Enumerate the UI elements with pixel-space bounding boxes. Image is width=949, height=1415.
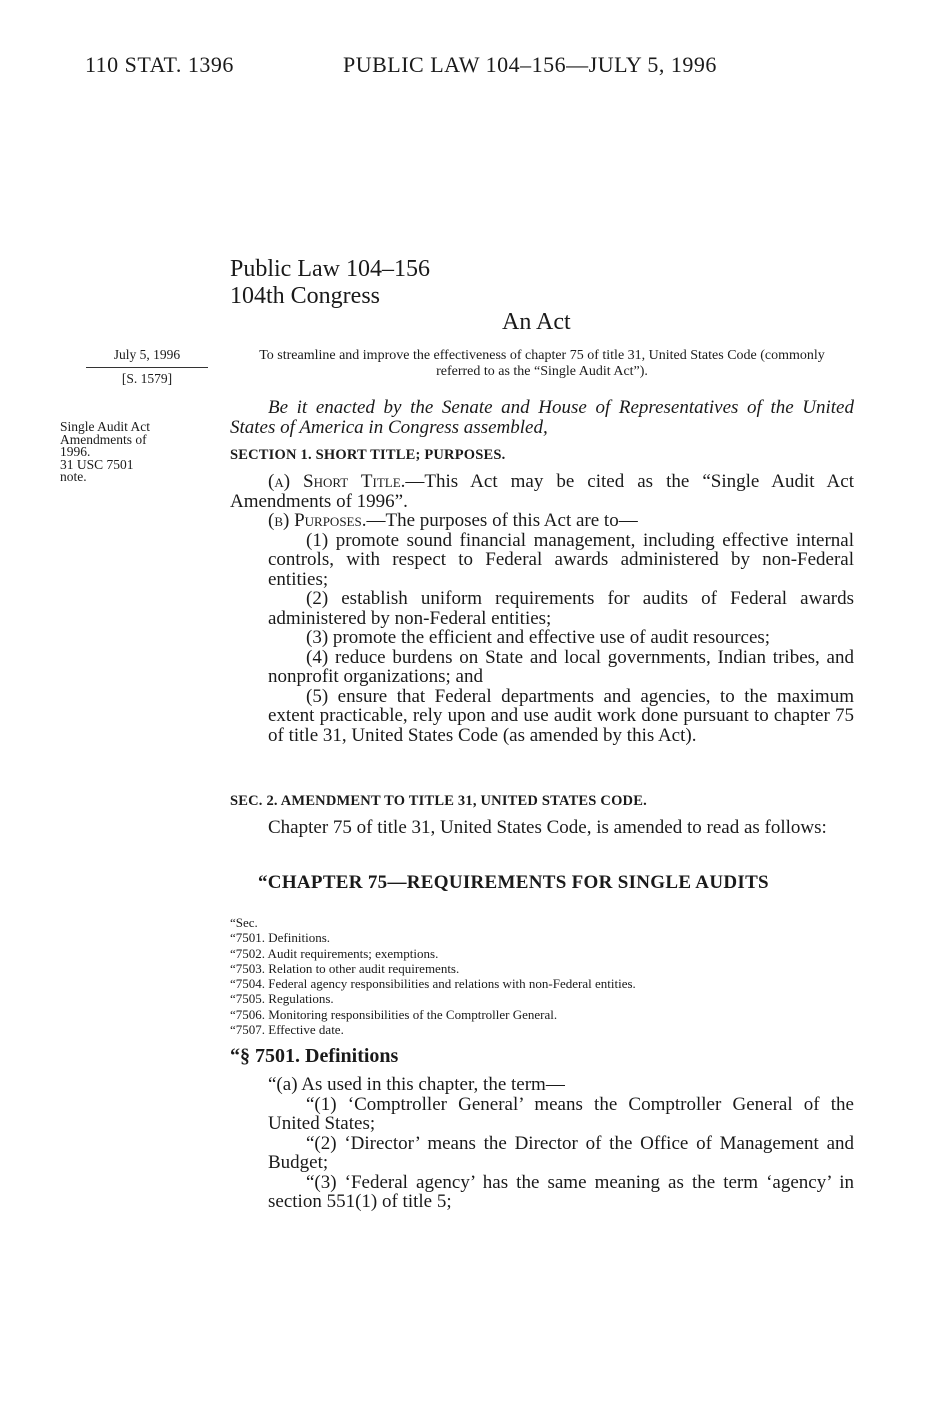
- toc-entry: “7504. Federal agency responsibilities and relations with non-Federal entities.: [230, 976, 636, 992]
- page-stat-number: 110 STAT. 1396: [85, 52, 234, 77]
- section-7501-body: [230, 1075, 854, 1212]
- section1-heading: SECTION 1. SHORT TITLE; PURPOSES.: [230, 447, 506, 463]
- toc-entry: “7506. Monitoring responsibilities of the Comptroller General.: [230, 1006, 558, 1022]
- purposes-label: (b) Purposes.: [268, 510, 367, 531]
- chapter-table-of-sections: [230, 915, 636, 1037]
- margin-note-line: Amendments of: [60, 431, 147, 447]
- act-purpose: To streamline and improve the effectiveness of chapter 75 of title 31, United States Code (commonly referred to as the “Single Audit Act”).: [259, 348, 825, 379]
- toc-entry: “7502. Audit requirements; exemptions.: [230, 945, 439, 961]
- margin-note-line: 31 USC 7501: [60, 456, 134, 472]
- toc-entry: “7503. Relation to other audit requirements.: [230, 960, 460, 976]
- public-law-number: Public Law 104–156: [230, 256, 430, 282]
- margin-note-line: 1996.: [60, 444, 91, 460]
- congress-number: 104th Congress: [230, 283, 380, 309]
- enacting-clause-block: [230, 398, 854, 437]
- section1-body: [230, 472, 854, 745]
- purpose-item: (3) promote the efficient and effective use of audit resources;: [306, 627, 771, 648]
- toc-entry: “7505. Regulations.: [230, 991, 334, 1007]
- law-title-block: [230, 256, 430, 310]
- definition-item: “(1) ‘Comptroller General’ means the Comptroller General of the United States;: [268, 1093, 854, 1134]
- definition-item: “(2) ‘Director’ means the Director of the Office of Management and Budget;: [268, 1132, 854, 1173]
- enacting-clause: Be it enacted by the Senate and House of Representatives of the United States of America in Congress assembled,: [230, 397, 854, 438]
- chapter-heading: “CHAPTER 75—REQUIREMENTS FOR SINGLE AUDITS: [258, 872, 769, 893]
- definitions-lead: “(a) As used in this chapter, the term—: [268, 1074, 565, 1095]
- toc-entry: “7507. Effective date.: [230, 1022, 344, 1038]
- running-header-title: PUBLIC LAW 104–156—JULY 5, 1996: [343, 52, 717, 77]
- definition-item: “(3) ‘Federal agency’ has the same meaning as the term ‘agency’ in section 551(1) of title 5;: [268, 1171, 854, 1212]
- section2-body: [230, 818, 854, 838]
- section2-text: Chapter 75 of title 31, United States Code, is amended to read as follows:: [268, 817, 827, 838]
- short-title-paragraph: [230, 472, 854, 511]
- an-act-heading: An Act: [502, 309, 571, 335]
- purposes-text: —The purposes of this Act are to—: [366, 510, 638, 531]
- short-title-label: (a) Short Title.: [268, 471, 406, 492]
- purposes-paragraph: [230, 511, 854, 531]
- section-7501-heading: “§ 7501. Definitions: [230, 1045, 399, 1067]
- toc-entry: “7501. Definitions.: [230, 930, 331, 946]
- margin-date: July 5, 1996: [113, 347, 181, 362]
- toc-label: “Sec.: [230, 915, 258, 930]
- purpose-item: (1) promote sound financial management, including effective internal controls, with respect to Federal awards administered by non-Federal entities;: [268, 529, 854, 590]
- section2-heading: SEC. 2. AMENDMENT TO TITLE 31, UNITED STATES CODE.: [230, 793, 647, 809]
- margin-note: [60, 421, 210, 484]
- margin-note-line: note.: [60, 469, 87, 485]
- purpose-item: (4) reduce burdens on State and local governments, Indian tribes, and nonprofit organizations; and: [268, 646, 854, 687]
- margin-note-line: Single Audit Act: [60, 419, 151, 434]
- purpose-item: (5) ensure that Federal departments and agencies, to the maximum extent practicable, rely upon and use audit work done pursuant to chapter 75 of title 31, United States Code (as amended by this Act).: [268, 685, 854, 746]
- purpose-item: (2) establish uniform requirements for audits of Federal awards administered by non-Federal entities;: [268, 588, 854, 629]
- short-title-text: —This Act may be cited as the “Single Audit Act Amendments of 1996”.: [230, 471, 854, 512]
- margin-divider: [86, 367, 208, 368]
- margin-bill-number: [S. 1579]: [121, 371, 173, 386]
